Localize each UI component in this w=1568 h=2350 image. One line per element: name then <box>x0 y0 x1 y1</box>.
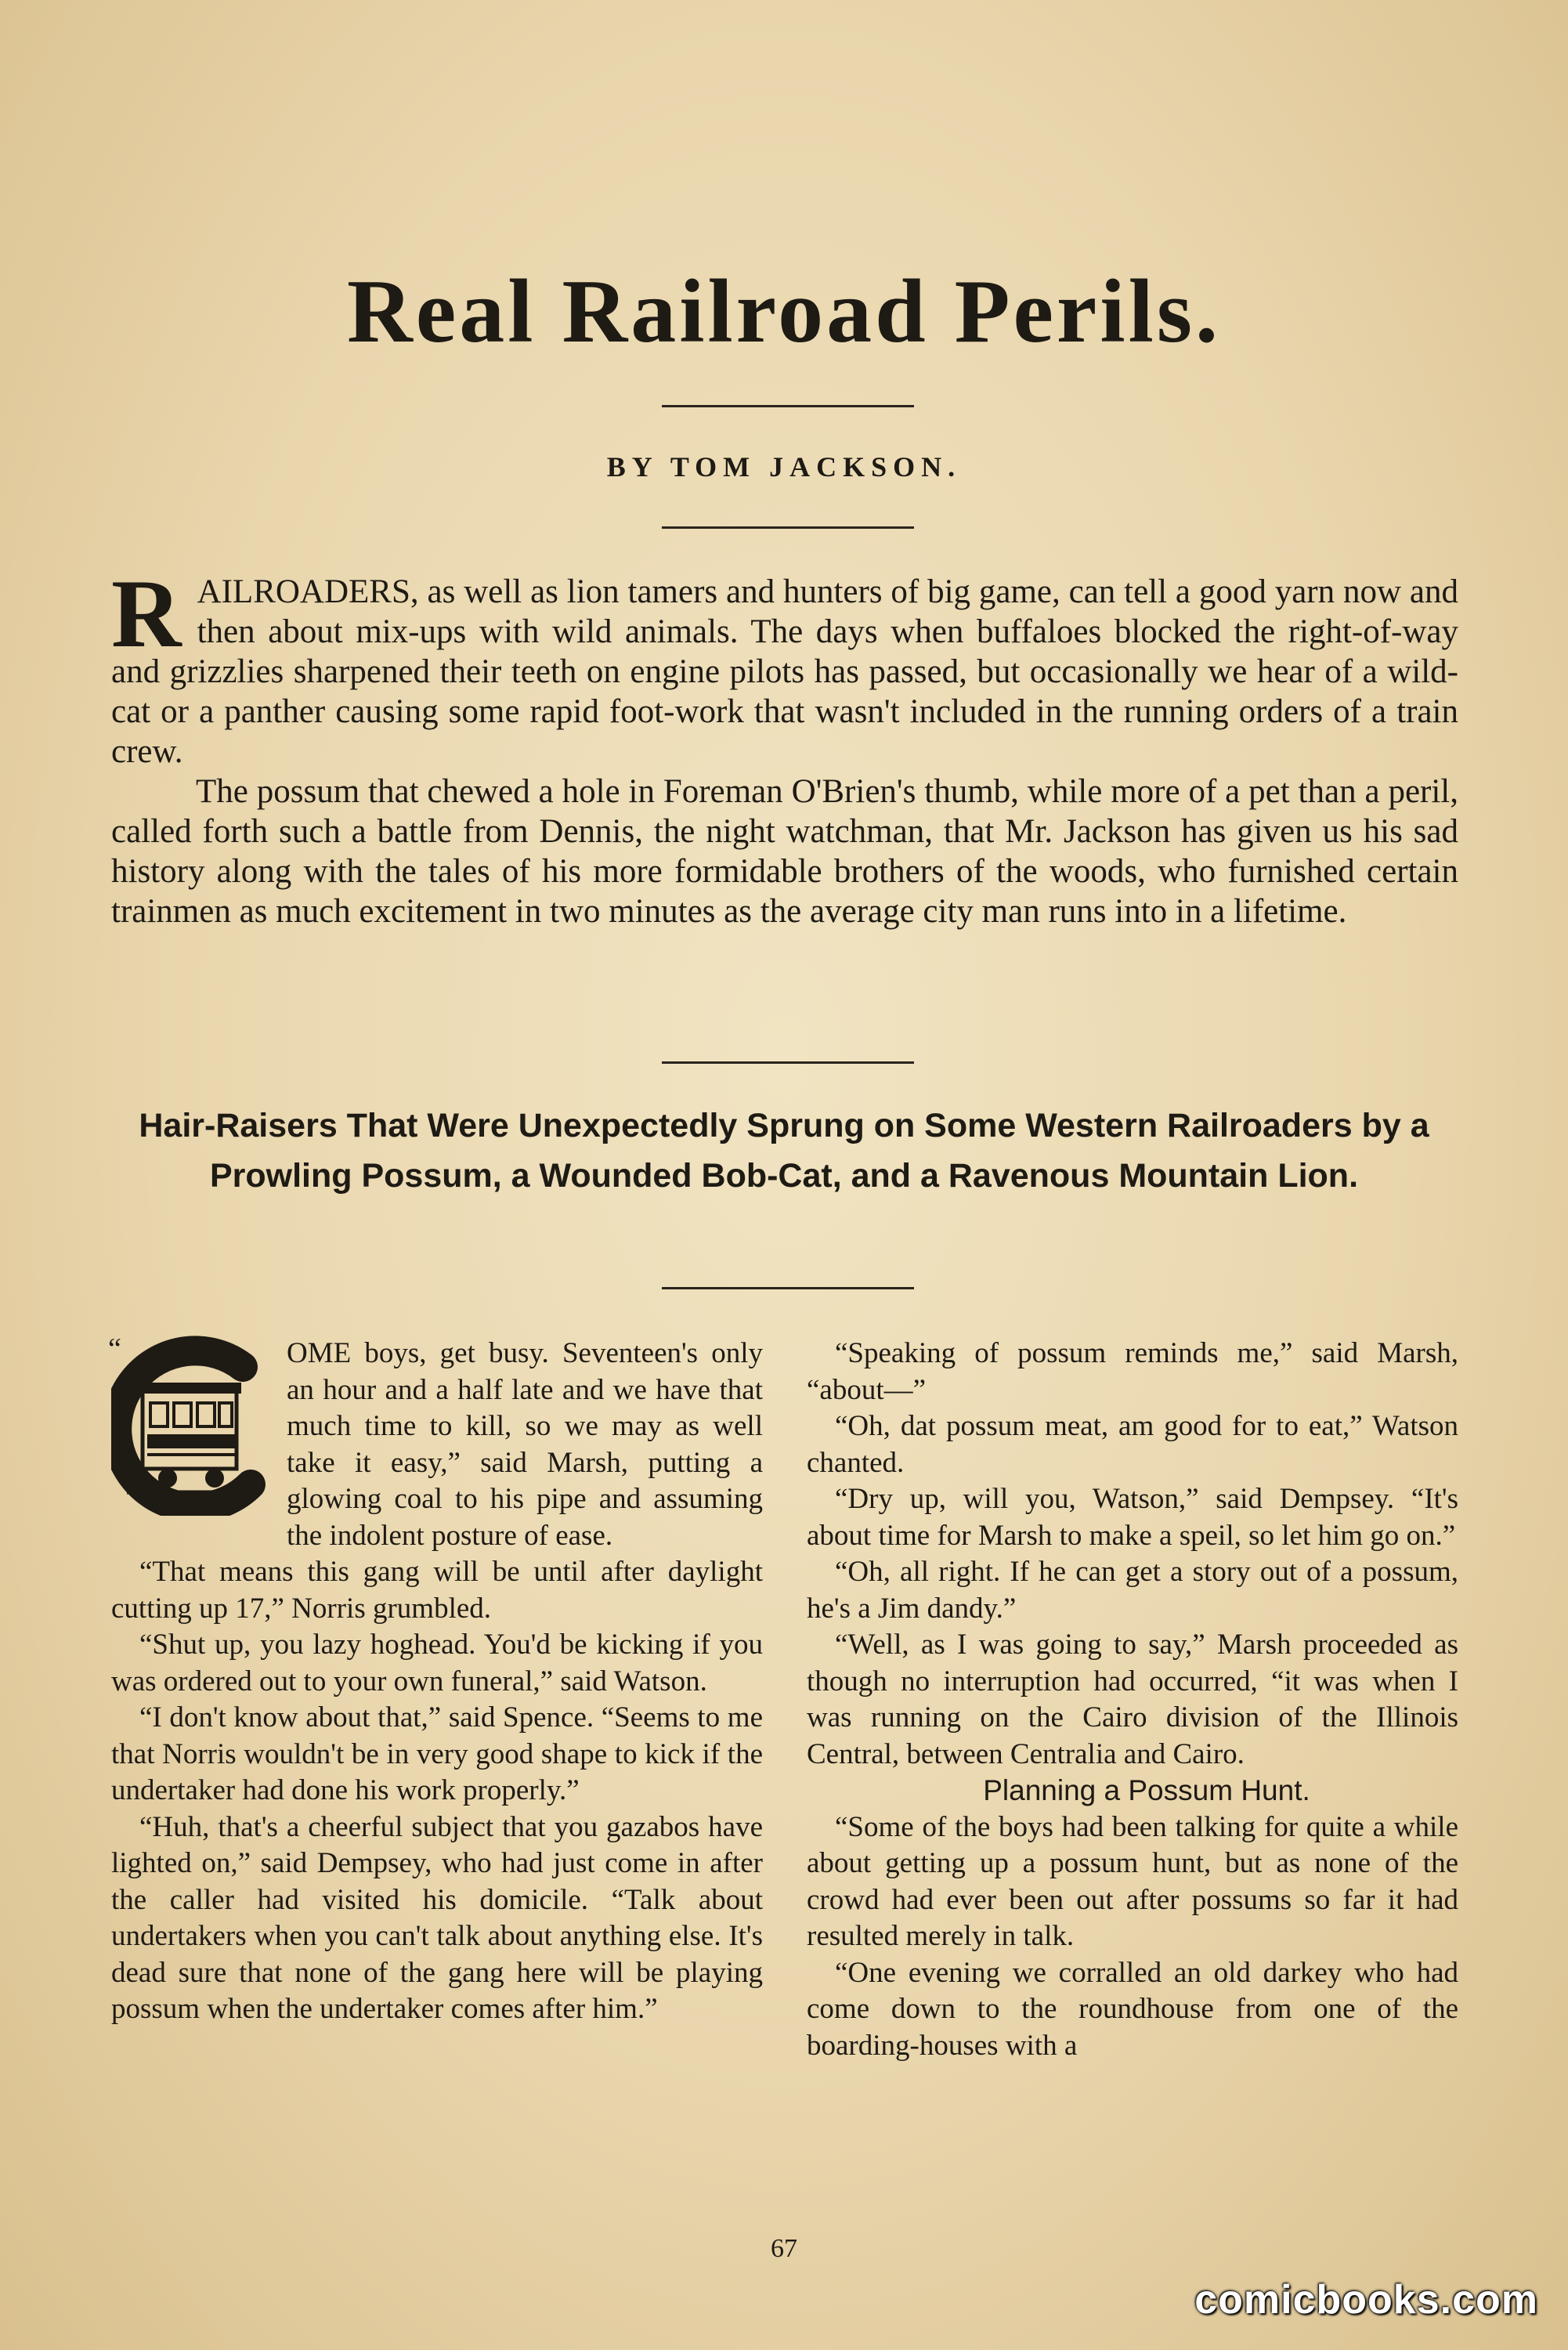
intro-paragraph-2: The possum that chewed a hole in Foreman O'Brien's thumb, while more of a pet than a peril, called forth such a battle from Dennis, the night watchman, that Mr. Jackson has given us his sad history along with the tales of his more formidable brothers of the woods, who furnished certain trainmen as much excitement in two minutes as the average city man runs into in a lifetime. <box>111 773 1458 930</box>
left-paragraph: “I don't know about that,” said Spence. “Seems to me that Norris wouldn't be in very good shape to kick if the undertaker had done his work properly.” <box>111 1701 763 1806</box>
intro-paragraph-1-text: AILROADERS, as well as lion tamers and hunters of big game, can tell a good yarn now and then about mix-ups with wild animals. The days when buffaloes blocked the right-of-way and grizzlies sharpened their teeth on engine pilots has passed, but occasionally we hear of a wild-cat or a panther causing some rapid foot-work that wasn't included in the running orders of a train crew. <box>111 573 1458 770</box>
right-paragraph: “Speaking of possum reminds me,” said Marsh, “about—” <box>807 1337 1458 1406</box>
left-paragraph: “Huh, that's a cheerful subject that you gazabos have lighted on,” said Dempsey, who had just come in after the caller had visited his domicile. “Talk about undertakers when you can't talk about anything else. It's dead sure that none of the gang here will be playing possum when the undertaker comes after him.” <box>111 1810 763 2025</box>
right-paragraph: “Oh, all right. If he can get a story out of a possum, he's a Jim dandy.” <box>807 1556 1458 1625</box>
right-paragraph: “Dry up, will you, Watson,” said Dempsey. “It's about time for Marsh to make a speil, so let him go on.” <box>807 1483 1458 1552</box>
right-paragraph: “Oh, dat possum meat, am good for to eat,” Watson chanted. <box>807 1410 1458 1479</box>
left-paragraph: “That means this gang will be until after daylight cutting up 17,” Norris grumbled. <box>111 1556 763 1625</box>
illustrated-initial <box>108 1332 276 1516</box>
byline: BY TOM JACKSON. <box>606 451 962 483</box>
right-paragraph: “One evening we corralled an old darkey who had come down to the roundhouse from one of the boarding-houses with a <box>807 1956 1458 2062</box>
article-title: Real Railroad Perils. <box>346 262 1222 362</box>
right-column <box>807 1336 1458 2064</box>
title-rule <box>662 405 914 407</box>
watermark-logo: comicbooks.com <box>1194 2277 1538 2323</box>
intro-paragraph-1 <box>111 560 1458 772</box>
intro-dropcap: R <box>111 560 182 667</box>
left-paragraph: “Shut up, you lazy hoghead. You'd be kicking if you was ordered out to your own funeral,” said Watson. <box>111 1629 763 1697</box>
intro-text <box>111 560 1458 931</box>
right-paragraph: “Well, as I was going to say,” Marsh proceeded as though no interruption had occurred, “it was when I was running on the Cairo division of the Illinois Central, between Centralia and Cairo. <box>807 1629 1458 1770</box>
right-paragraph: “Some of the boys had been talking for quite a while about getting up a possum hunt, but as none of the crowd had ever been out after possums so far it had resulted merely in talk. <box>807 1810 1458 1952</box>
left-column <box>108 1332 763 2028</box>
subhead-rule <box>662 1287 914 1289</box>
page-number: 67 <box>771 2234 797 2263</box>
streetcar-initial-icon <box>111 1336 276 1516</box>
open-quote: “ <box>108 1332 121 1365</box>
section-heading: Planning a Possum Hunt. <box>983 1774 1310 1806</box>
intro-rule <box>662 1061 914 1064</box>
left-first-paragraph-text: OME boys, get busy. Seventeen's only an hour and a half late and we have that much time to kill, so we may as well take it easy,” said Marsh, putting a glowing coal to his pipe and assuming the indolent posture of ease. <box>287 1337 763 1552</box>
left-first-paragraph <box>108 1332 763 1554</box>
byline-rule <box>662 526 914 529</box>
article-subhead: Hair-Raisers That Were Unexpectedly Sprung on Some Western Railroaders by a Prowling Possum, a Wounded Bob-Cat, and a Ravenous Mountain Lion. <box>139 1107 1429 1195</box>
